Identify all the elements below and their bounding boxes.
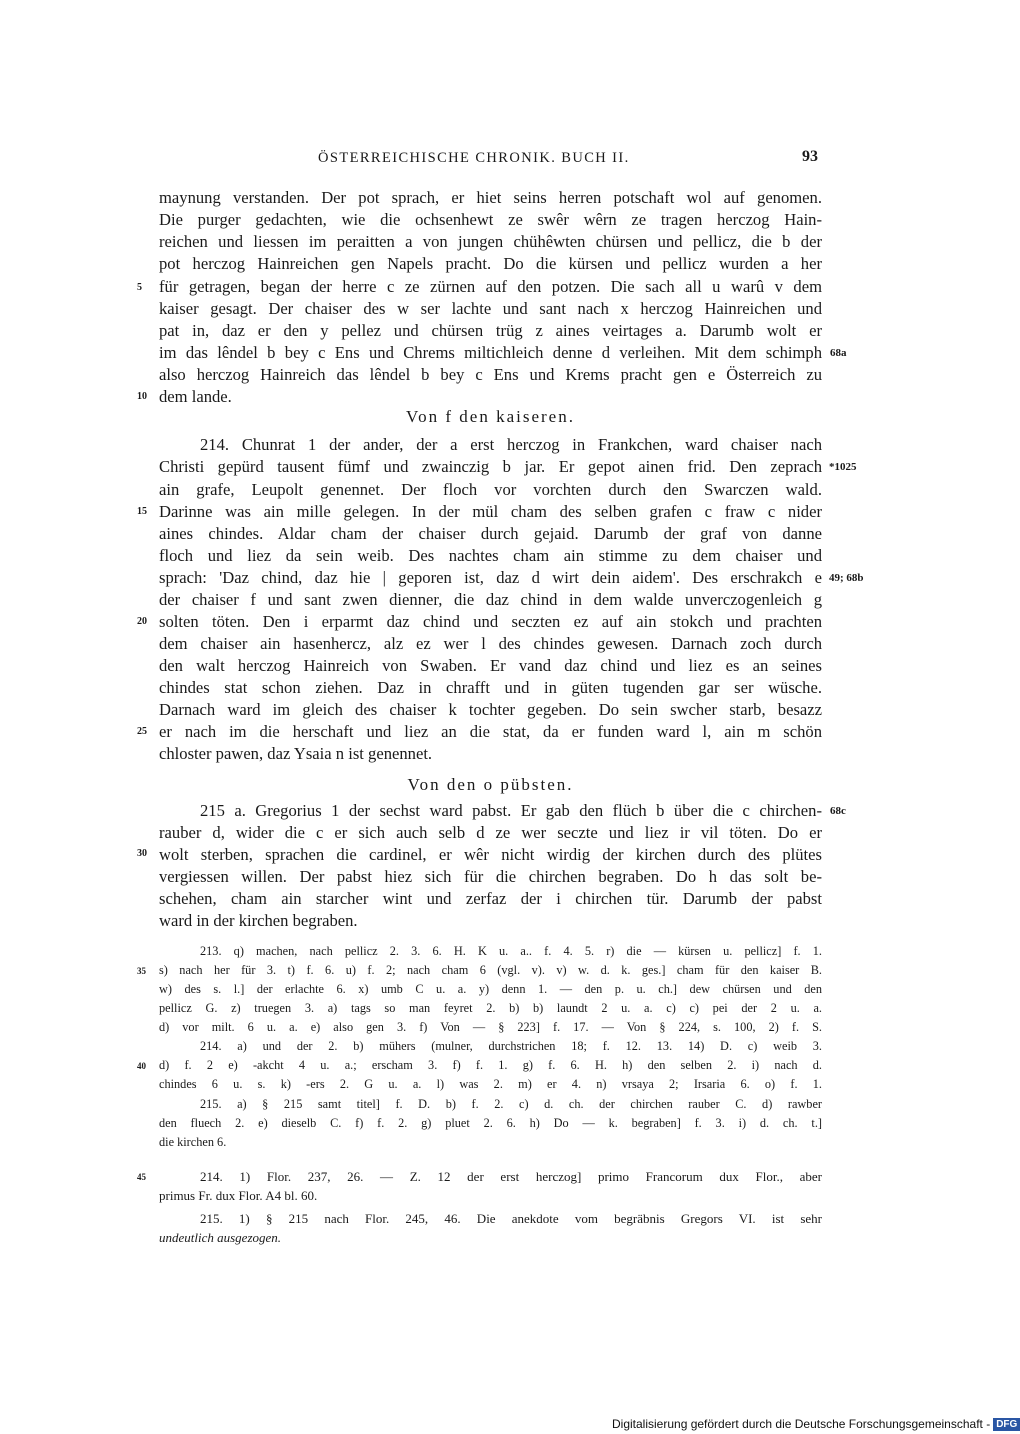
note-line: d) vor milt. 6 u. a. e) also gen 3. f) Von — § 223] f. 17. — Von § 224, s. 100, 2) f. S.	[159, 1020, 822, 1034]
text-line: schehen, cham ain starcher wint und zerfaz der i chirchen tür. Darumb der pabst	[159, 889, 822, 908]
section-heading-paepste: Von den o pübsten.	[407, 775, 574, 794]
note-line: 214. a) und der 2. b) mühers (mulner, durchstrichen 18; f. 12. 13. 14) D. c) weib 3.	[200, 1039, 822, 1053]
note-line: pellicz G. z) truegen 3. a) tags so man feyret 2. b) b) laundt 2 u. a. c) c) pei der 2 u. a.	[159, 1001, 822, 1015]
text-line: aines chindes. Aldar cham der chaiser durch gejaid. Darumb der graf von danne	[159, 524, 822, 543]
dfg-logo: DFG	[993, 1418, 1020, 1431]
note-line: d) f. 2 e) -akcht 4 u. a.; erscham 3. f) f. 1. g) f. 6. H. h) den selben 2. i) nach d.	[159, 1058, 822, 1072]
margin-reference: 49; 68b	[829, 572, 864, 584]
note-line: den fluech 2. e) dieselb C. f) f. 2. g) pluet 2. 6. h) Do — k. begraben] f. 3. i) d. ch. t.]	[159, 1116, 822, 1130]
line-number: 30	[137, 848, 147, 859]
funding-footer	[612, 1417, 1020, 1431]
text-line: Die purger gedachten, wie die ochsenhewt ze swêr wêrn ze tragen herczog Hain-	[159, 210, 822, 229]
text-line: reichen und liessen im peraitten a von jungen chühêwten chürsen und pellicz, die b der	[159, 232, 822, 251]
source-line-number: 45	[137, 1172, 146, 1182]
text-line: rauber d, wider die c er sich auch selb d ze wer seczte und liez ir vil töten. Do er	[159, 823, 822, 842]
text-line: Darinne was ain mille gelegen. In der mül cham des selben grafen c fraw c nider	[159, 502, 822, 521]
text-line: dem lande.	[159, 387, 232, 406]
text-line: im das lêndel b bey c Ens und Chrems miltichleich denne d verleihen. Mit dem schimph	[159, 343, 822, 362]
text-line: pot herczog Hainreichen gen Napels pracht. Do die kürsen und pellicz wurden a her	[159, 254, 822, 273]
text-line: sprach: 'Daz chind, daz hie | geporen ist, daz d wirt dein aidem'. Des erschrakch e	[159, 568, 822, 587]
text-line: solten töten. Den i erparmt daz chind und seczten ez auf ain stokch und prachten	[159, 612, 822, 631]
text-line: also herczog Hainreich das lêndel b bey c Ens und Krems pracht gen e Österreich zu	[159, 365, 822, 384]
note-line-number: 40	[137, 1061, 146, 1071]
note-line: w) des s. l.] der erlachte 6. x) umb C u. a. y) denn 1. — den p. u. ch.] dew chürsen und den	[159, 982, 822, 996]
text-line: chindes stat schon ziehen. Daz in chrafft und in güten tugenden gar ser wüsche.	[159, 678, 822, 697]
line-number: 25	[137, 726, 147, 737]
margin-reference: *1025	[829, 461, 857, 473]
text-line: 215 a. Gregorius 1 der sechst ward pabst. Er gab den flüch b über die c chirchen-	[200, 801, 822, 820]
note-line: chindes 6 u. s. k) -ers 2. G u. a. l) was 2. m) er 4. n) vrsaya 2; Irsaria 6. o) f. 1.	[159, 1077, 822, 1091]
text-line: maynung verstanden. Der pot sprach, er hiet seins herren potschaft wol auf genomen.	[159, 188, 822, 207]
running-header: ÖSTERREICHISCHE CHRONIK. BUCH II.	[318, 150, 630, 166]
text-line: kaiser gesagt. Der chaiser des w ser lachte und sant nach x herczog Hainreichen und	[159, 299, 822, 318]
text-line: für getragen, began der herre c ze zürnen auf den potzen. Die sach all u warû v dem	[159, 277, 822, 296]
text-line: floch und liez da sein weib. Des nachtes cham ain stimme zu dem chaiser und	[159, 546, 822, 565]
text-line: den walt herczog Hainreich von Swaben. Er vand daz chind und liez es an seines	[159, 656, 822, 675]
note-line: die kirchen 6.	[159, 1135, 227, 1149]
text-line: chloster pawen, daz Ysaia n ist genennet.	[159, 744, 433, 763]
text-line: ain grafe, Leupolt genennet. Der floch vor vorchten durch den Swarczen wald.	[159, 480, 822, 499]
note-line: 213. q) machen, nach pellicz 2. 3. 6. H. K u. a.. f. 4. 5. r) die — kürsen u. pellicz] f. 1.	[200, 944, 822, 958]
text-line: er nach im die herschaft und liez an die stat, da er funden ward l, ain m schön	[159, 722, 822, 741]
funding-text: Digitalisierung gefördert durch die Deutsche Forschungsgemeinschaft -	[612, 1417, 991, 1431]
section-heading-kaiser: Von f den kaiseren.	[406, 407, 575, 426]
text-line: wolt sterben, sprachen die cardinel, er wêr nicht wirdig der kirchen durch des plütes	[159, 845, 822, 864]
text-line: 214. Chunrat 1 der ander, der a erst herczog in Frankchen, ward chaiser nach	[200, 435, 822, 454]
source-line: primus Fr. dux Flor. A4 bl. 60.	[159, 1188, 318, 1203]
text-line: dem chaiser ain hasenhercz, alz ez wer l des chindes gewesen. Darnach zoch durch	[159, 634, 822, 653]
line-number: 10	[137, 391, 147, 402]
line-number: 5	[137, 282, 142, 293]
source-line: undeutlich ausgezogen.	[159, 1230, 282, 1245]
source-line: 215. 1) § 215 nach Flor. 245, 46. Die anekdote vom begräbnis Gregors VI. ist sehr	[200, 1211, 822, 1226]
text-line: pat in, daz er den y pellez und chürsen trüg z aines veirtages a. Darumb wolt er	[159, 321, 822, 340]
line-number: 15	[137, 506, 147, 517]
text-line: ward in der kirchen begraben.	[159, 911, 358, 930]
note-line: s) nach her für 3. t) f. 6. u) f. 2; nach cham 6 (vgl. v). v) w. d. k. ges.] cham für den kaiser B.	[159, 963, 822, 977]
page-number: 93	[802, 148, 818, 165]
source-line: 214. 1) Flor. 237, 26. — Z. 12 der erst herczog] primo Francorum dux Flor., aber	[200, 1169, 822, 1184]
margin-reference: 68a	[830, 347, 847, 359]
text-line: vergiessen willen. Der pabst hiez sich für die chirchen begraben. Do h das solt be-	[159, 867, 822, 886]
line-number: 20	[137, 616, 147, 627]
note-line-number: 35	[137, 966, 146, 976]
text-line: Christi gepürd tausent fümf und zwainczig b jar. Er gepot ainen frid. Den zeprach	[159, 457, 822, 476]
text-line: der chaiser f und sant zwen dienner, die daz chind in dem walde unverczogenleich g	[159, 590, 822, 609]
margin-reference: 68c	[830, 805, 846, 817]
note-line: 215. a) § 215 samt titel] f. D. b) f. 2. c) d. ch. der chirchen rauber C. d) rawber	[200, 1097, 822, 1111]
text-line: Darnach ward im gleich des chaiser k tochter gegeben. Do sein swcher starb, besazz	[159, 700, 822, 719]
